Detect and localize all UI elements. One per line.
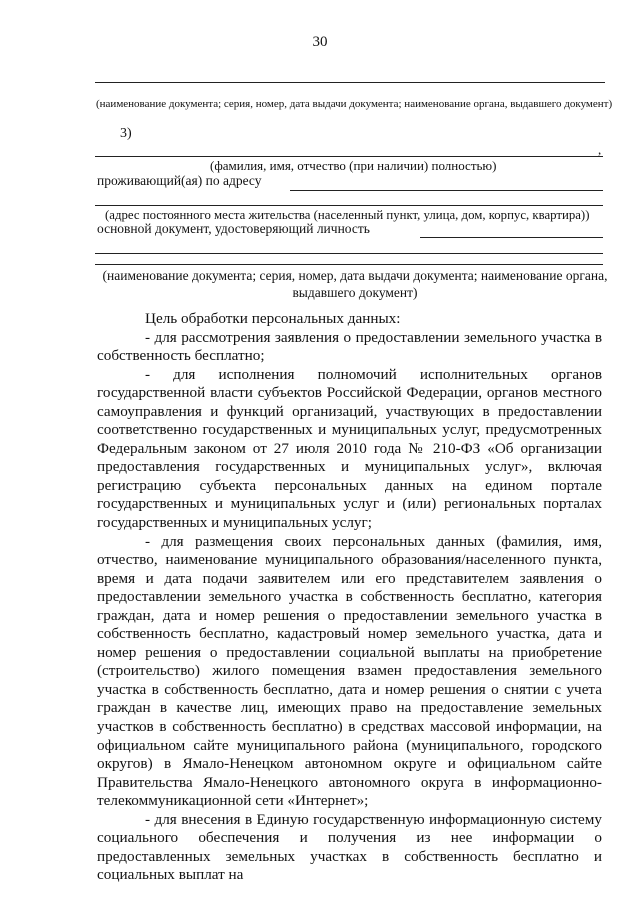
residing-label: проживающий(ая) по адресу bbox=[97, 173, 262, 188]
paragraph: - для размещения своих персональных данных (фамилия, имя, отчество, наименование муниципального образования/населенного пункта, время и дата подачи заявителем или его представителем заявления о предоставлении земельного участка в собственность бесплатно, категория граждан, дата и номер решения о предоставлении земельного участка в собственность бесплатно, кадастровый номер земельного участка, дата и номер решения о предоставлении социальной выплаты на приобретение (строительство) жилого помещения взамен предоставления земельного участка в собственность бесплатно, дата и номер решения о снятии с учета граждан в качестве лиц, имеющих право на предоставление земельных участков в собственность бесплатно) в средствах массовой информации, на официальном сайте муниципального района (муниципального, городского округов) в Ямало-Ненецком автономном округе и официальном сайте Правительства Ямало-Ненецкого автономного округа в информационно-телекоммуникационной сети «Интернет»; bbox=[97, 532, 602, 810]
document-caption-2-line2: выдавшего документ) bbox=[292, 285, 418, 300]
fio-caption: (фамилия, имя, отчество (при наличии) полностью) bbox=[210, 158, 497, 173]
blank-line-document-2b bbox=[95, 264, 603, 265]
paragraph: - для рассмотрения заявления о предоставлении земельного участка в собственность бесплатно; bbox=[97, 328, 602, 365]
paragraph: - для исполнения полномочий исполнительных органов государственной власти субъектов Российской Федерации, органов местного самоуправления и функций организаций, участвующих в предоставлении соответственно государственных и муниципальных услуг, предусмотренных Федеральным законом от 27 июля 2010 года № 210-ФЗ «Об организации предоставления государственных и муниципальных услуг», включая регистрацию субъекта персональных данных на едином портале государственных и муниципальных услуг и (или) региональных порталах государственных и муниципальных услуг; bbox=[97, 365, 602, 532]
purpose-section bbox=[97, 310, 602, 885]
blank-line-document-1 bbox=[95, 82, 605, 83]
item-number: 3) bbox=[120, 126, 132, 141]
id-document-label: основной документ, удостоверяющий личность bbox=[97, 221, 370, 236]
blank-line-fio bbox=[95, 156, 603, 157]
blank-line-address bbox=[95, 205, 603, 206]
trailing-comma: , bbox=[598, 142, 602, 157]
blank-line-id-document bbox=[420, 237, 603, 238]
paragraph: - для внесения в Единую государственную информационную систему социального обеспечения и получения из нее информации о предоставленных земельных участках в собственность бесплатно и социальных выплат на bbox=[97, 810, 602, 884]
purpose-heading: Цель обработки персональных данных: bbox=[145, 310, 401, 327]
address-caption: (адрес постоянного места жительства (населенный пункт, улица, дом, корпус, квартира)) bbox=[105, 208, 590, 222]
document-caption-2 bbox=[95, 267, 615, 301]
blank-line-residing bbox=[290, 190, 603, 191]
document-caption-2-line1: (наименование документа; серия, номер, дата выдачи документа; наименование органа, bbox=[102, 268, 608, 283]
document-caption-1: (наименование документа; серия, номер, дата выдачи документа; наименование органа, выдавшего документ) bbox=[96, 98, 613, 110]
blank-line-document-2a bbox=[95, 253, 603, 254]
page-number: 30 bbox=[312, 34, 328, 50]
